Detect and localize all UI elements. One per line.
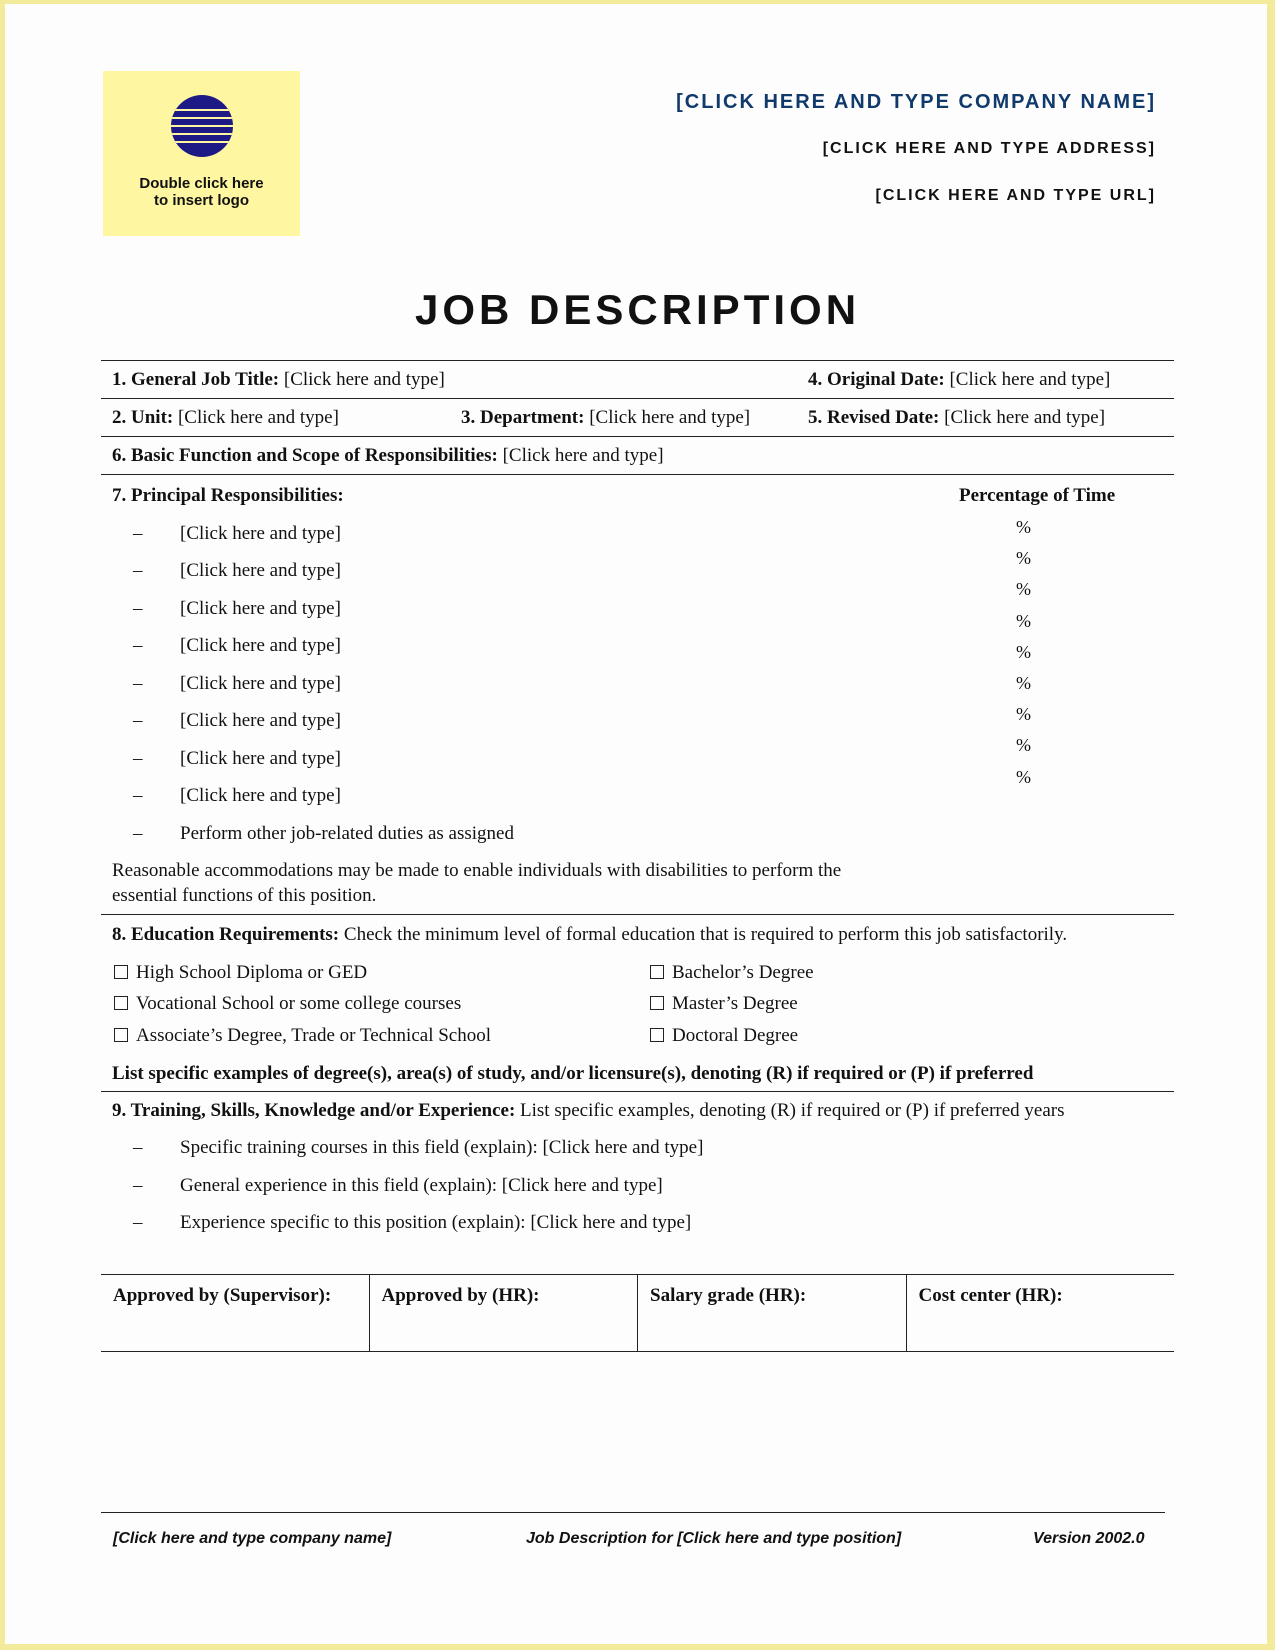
education-option-checkbox[interactable] bbox=[114, 993, 461, 1015]
responsibility-item[interactable]: [Click here and type] bbox=[180, 598, 341, 619]
footer-company-name[interactable]: [Click here and type company name] bbox=[113, 1530, 392, 1547]
bullet-dash: – bbox=[133, 785, 143, 806]
revised-date-field[interactable]: [Click here and type] bbox=[944, 407, 1106, 428]
education-requirements-description: Check the minimum level of formal education that is required to perform this job satisfactorily. bbox=[343, 924, 1068, 945]
divider bbox=[101, 914, 1174, 915]
bullet-dash: – bbox=[133, 635, 143, 656]
divider bbox=[101, 474, 1174, 475]
bullet-dash: – bbox=[133, 1212, 143, 1233]
responsibility-item[interactable]: [Click here and type] bbox=[180, 785, 341, 806]
bullet-dash: – bbox=[133, 1137, 143, 1158]
footer-version: Version 2002.0 bbox=[1033, 1530, 1145, 1547]
training-item[interactable]: Experience specific to this position (explain): [Click here and type] bbox=[180, 1212, 692, 1233]
bullet-dash: – bbox=[133, 710, 143, 731]
education-option-checkbox[interactable] bbox=[650, 962, 814, 984]
percent-field[interactable]: % bbox=[1016, 767, 1031, 787]
company-name-field[interactable]: [CLICK HERE AND TYPE COMPANY NAME] bbox=[676, 91, 1156, 113]
unit-field[interactable]: [Click here and type] bbox=[177, 407, 339, 428]
basic-function-field[interactable]: [Click here and type] bbox=[502, 445, 664, 466]
education-option-checkbox[interactable] bbox=[650, 1025, 798, 1047]
education-option-label: Bachelor’s Degree bbox=[672, 962, 814, 983]
bullet-dash: – bbox=[133, 823, 143, 844]
responsibility-item[interactable]: [Click here and type] bbox=[180, 748, 341, 769]
unit-label: 2. Unit: bbox=[112, 407, 174, 428]
general-job-title-label: 1. General Job Title: bbox=[112, 369, 280, 390]
bullet-dash: – bbox=[133, 598, 143, 619]
general-job-title-field[interactable]: [Click here and type] bbox=[283, 369, 445, 390]
revised-date-label: 5. Revised Date: bbox=[808, 407, 940, 428]
company-address-field[interactable]: [CLICK HERE AND TYPE ADDRESS] bbox=[822, 140, 1156, 157]
logo-placeholder[interactable] bbox=[103, 71, 300, 236]
responsibility-item[interactable]: [Click here and type] bbox=[180, 560, 341, 581]
checkbox-icon bbox=[650, 1028, 664, 1042]
divider bbox=[101, 398, 1174, 399]
approved-by-hr-cell[interactable]: Approved by (HR): bbox=[370, 1275, 639, 1351]
bullet-dash: – bbox=[133, 560, 143, 581]
divider bbox=[101, 1091, 1174, 1092]
original-date-field[interactable]: [Click here and type] bbox=[949, 369, 1111, 390]
percent-field[interactable]: % bbox=[1016, 704, 1031, 724]
training-description: List specific examples, denoting (R) if required or (P) if preferred years bbox=[520, 1100, 1065, 1121]
percent-field[interactable]: % bbox=[1016, 673, 1031, 693]
percent-field[interactable]: % bbox=[1016, 548, 1031, 568]
checkbox-icon bbox=[114, 996, 128, 1010]
checkbox-icon bbox=[114, 1028, 128, 1042]
percent-field[interactable]: % bbox=[1016, 517, 1031, 537]
percent-field[interactable]: % bbox=[1016, 642, 1031, 662]
education-option-label: Doctoral Degree bbox=[672, 1025, 799, 1046]
salary-grade-cell[interactable]: Salary grade (HR): bbox=[638, 1275, 907, 1351]
bullet-dash: – bbox=[133, 523, 143, 544]
checkbox-icon bbox=[114, 965, 128, 979]
document-title: JOB DESCRIPTION bbox=[414, 286, 861, 333]
responsibility-item[interactable]: [Click here and type] bbox=[180, 635, 341, 656]
bullet-dash: – bbox=[133, 1175, 143, 1196]
logo-insert-text: Double click here to insert logo bbox=[139, 175, 264, 209]
accommodation-note-line-2: essential functions of this position. bbox=[112, 885, 377, 906]
bullet-dash: – bbox=[133, 673, 143, 694]
divider bbox=[101, 360, 1174, 361]
education-option-label: Master’s Degree bbox=[672, 993, 798, 1014]
approvals-table bbox=[101, 1274, 1174, 1352]
education-option-checkbox[interactable] bbox=[114, 1025, 491, 1047]
education-option-label: Associate’s Degree, Trade or Technical School bbox=[136, 1025, 492, 1046]
degree-examples-note: List specific examples of degree(s), area(s) of study, and/or licensure(s), denoting (R) if required or (P) if preferred bbox=[112, 1063, 1034, 1084]
responsibility-item[interactable]: [Click here and type] bbox=[180, 673, 341, 694]
department-field[interactable]: [Click here and type] bbox=[589, 407, 751, 428]
education-option-label: Vocational School or some college courses bbox=[136, 993, 462, 1014]
percentage-of-time-header: Percentage of Time bbox=[959, 485, 1116, 506]
education-option-checkbox[interactable] bbox=[650, 993, 798, 1015]
principal-responsibilities-label: 7. Principal Responsibilities: bbox=[112, 485, 344, 506]
basic-function-label: 6. Basic Function and Scope of Responsibilities: bbox=[112, 445, 498, 466]
cost-center-cell[interactable]: Cost center (HR): bbox=[918, 1285, 1063, 1306]
accommodation-note-line-1: Reasonable accommodations may be made to enable individuals with disabilities to perform the bbox=[112, 860, 842, 881]
training-item[interactable]: General experience in this field (explain): [Click here and type] bbox=[180, 1175, 663, 1196]
approved-by-supervisor-cell[interactable]: Approved by (Supervisor): bbox=[101, 1275, 370, 1351]
training-label: 9. Training, Skills, Knowledge and/or Experience: bbox=[112, 1100, 516, 1121]
checkbox-icon bbox=[650, 996, 664, 1010]
globe-logo-icon bbox=[171, 95, 233, 157]
divider bbox=[101, 436, 1174, 437]
education-option-label: High School Diploma or GED bbox=[136, 962, 368, 983]
department-label: 3. Department: bbox=[461, 407, 585, 428]
percent-field[interactable]: % bbox=[1016, 579, 1031, 599]
education-option-checkbox[interactable] bbox=[114, 962, 367, 984]
percent-field[interactable]: % bbox=[1016, 735, 1031, 755]
training-item[interactable]: Specific training courses in this field (explain): [Click here and type] bbox=[180, 1137, 704, 1158]
footer-position[interactable]: Job Description for [Click here and type position] bbox=[526, 1530, 902, 1547]
checkbox-icon bbox=[650, 965, 664, 979]
original-date-label: 4. Original Date: bbox=[808, 369, 945, 390]
bullet-dash: – bbox=[133, 748, 143, 769]
responsibility-item[interactable]: [Click here and type] bbox=[180, 523, 341, 544]
responsibility-item-other-duties: Perform other job-related duties as assigned bbox=[180, 823, 514, 844]
footer-divider bbox=[101, 1512, 1165, 1513]
education-requirements-label: 8. Education Requirements: bbox=[112, 924, 340, 945]
responsibility-item[interactable]: [Click here and type] bbox=[180, 710, 341, 731]
company-url-field[interactable]: [CLICK HERE AND TYPE URL] bbox=[875, 187, 1156, 204]
percent-field[interactable]: % bbox=[1016, 611, 1031, 631]
